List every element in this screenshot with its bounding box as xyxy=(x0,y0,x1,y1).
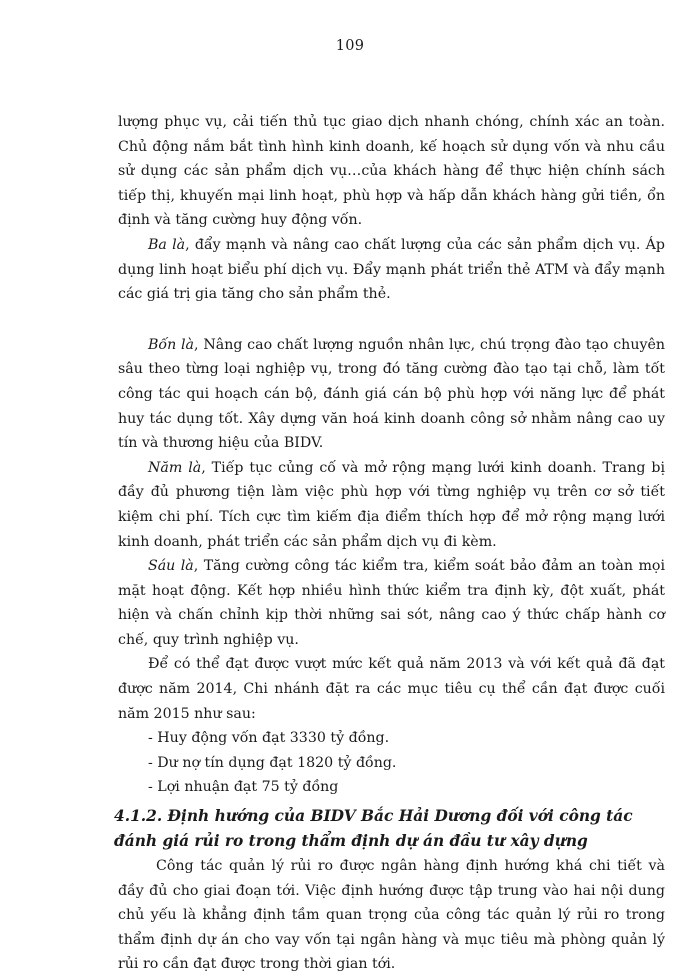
paragraph-4 xyxy=(118,456,665,554)
paragraph-4-lead: Năm là xyxy=(148,459,202,476)
page-body xyxy=(114,110,666,977)
paragraph-7: Công tác quản lý rủi ro được ngân hàng định hướng khá chi tiết và đầy đủ cho giai đoạn tới. Việc định hướng được tập trung vào hai nội dung chủ yếu là khẳng định tầm quan trọng của công tác quản lý rủi ro trong thẩm định dự án cho vay vốn tại ngân hàng và mục tiêu mà phòng quản lý rủi ro cần đạt được trong thời gian tới. xyxy=(118,858,665,973)
list-item: - Huy động vốn đạt 3330 tỷ đồng. xyxy=(148,730,390,747)
paragraph-4-text: , Tiếp tục củng cố và mở rộng mạng lưới kinh doanh. Trang bị đầy đủ phương tiện làm việc phù hợp với từng nghiệp vụ trên cơ sở tiết kiệm chi phí. Tích cực tìm kiếm địa điểm thích hợp để mở rộng mạng lưới kinh doanh, phát triển các sản phẩm dịch vụ đi kèm. xyxy=(118,459,665,550)
paragraph-2 xyxy=(118,233,665,307)
paragraph-2-text: , đẩy mạnh và nâng cao chất lượng của các sản phẩm dịch vụ. Áp dụng linh hoạt biểu phí dịch vụ. Đẩy mạnh phát triển thẻ ATM và đẩy mạnh các giá trị gia tăng cho sản phẩm thẻ. xyxy=(118,236,665,303)
paragraph-3 xyxy=(118,333,665,456)
paragraph-2-lead: Ba là xyxy=(148,236,186,253)
paragraph-3-lead: Bốn là xyxy=(148,336,195,353)
paragraph-3-text: , Nâng cao chất lượng nguồn nhân lực, chú trọng đào tạo chuyên sâu theo từng loại nghiệp vụ, trong đó tăng cường đào tạo tại chỗ, làm tốt công tác qui hoạch cán bộ, đánh giá cán bộ phù hợp với năng lực để phát huy tác dụng tốt. Xây dựng văn hoá kinh doanh công sở nhằm nâng cao uy tín và thương hiệu của BIDV. xyxy=(118,336,666,452)
paragraph-6: Để có thể đạt được vượt mức kết quả năm 2013 và với kết quả đã đạt được năm 2014, Chi nhánh đặt ra các mục tiêu cụ thể cần đạt được cuối năm 2015 như sau: xyxy=(118,656,665,722)
page-number: 109 xyxy=(335,38,365,54)
spacer xyxy=(118,307,665,333)
list-item: - Dư nợ tín dụng đạt 1820 tỷ đồng. xyxy=(148,754,397,771)
paragraph-5-lead: Sáu là xyxy=(148,558,194,575)
paragraph-1: lượng phục vụ, cải tiến thủ tục giao dịch nhanh chóng, chính xác an toàn. Chủ động nắm bắt tình hình kinh doanh, kế hoạch sử dụng vốn và nhu cầu sử dụng các sản phẩm dịch vụ…của khách hàng để thực hiện chính sách tiếp thị, khuyến mại linh hoạt, phù hợp và hấp dẫn khách hàng gửi tiền, ổn định và tăng cường huy động vốn. xyxy=(118,114,665,229)
paragraph-5 xyxy=(118,554,665,652)
paragraph-5-text: , Tăng cường công tác kiểm tra, kiểm soát bảo đảm an toàn mọi mặt hoạt động. Kết hợp nhiều hình thức kiểm tra định kỳ, đột xuất, phát hiện và chấn chỉnh kịp thời những sai sót, nâng cao ý thức chấp hành cơ chế, quy trình nghiệp vụ. xyxy=(118,558,665,648)
section-heading: 4.1.2. Định hướng của BIDV Bắc Hải Dương đối với công tác đánh giá rủi ro trong thẩm định dự án đầu tư xây dựng xyxy=(114,807,633,851)
list-item: - Lợi nhuận đạt 75 tỷ đồng xyxy=(148,779,339,796)
